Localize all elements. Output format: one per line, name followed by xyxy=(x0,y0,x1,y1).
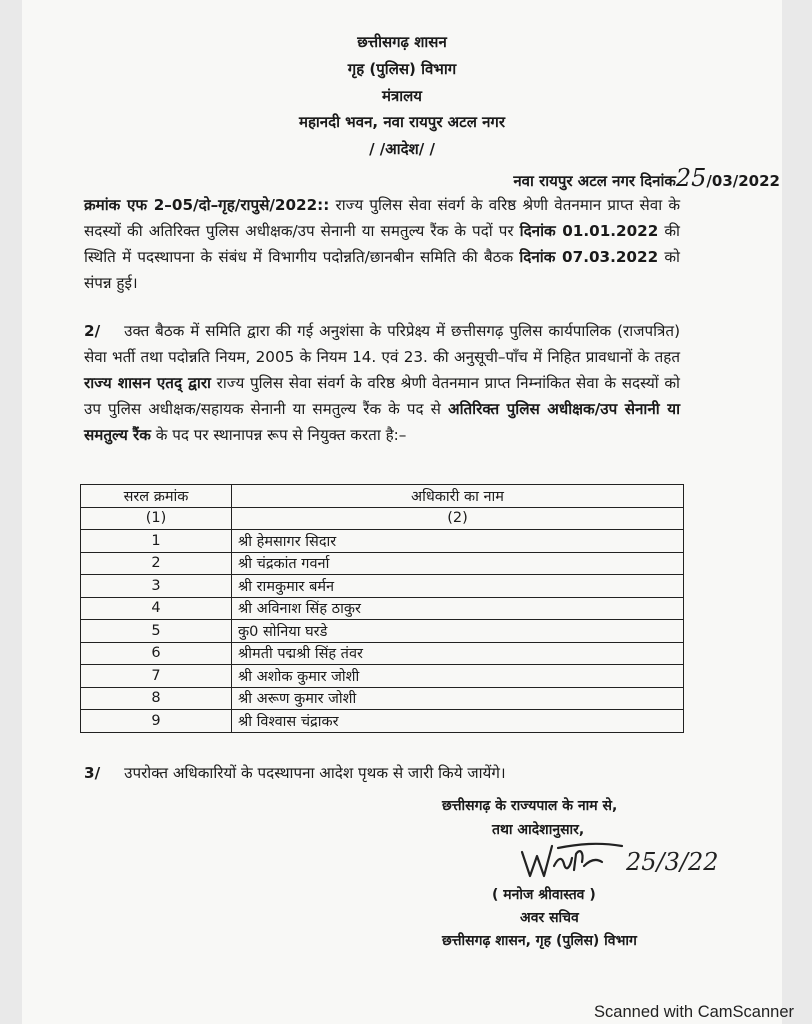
officer-name: श्री अरूण कुमार जोशी xyxy=(232,687,684,710)
serial-number: 9 xyxy=(81,710,232,733)
date-prefix: नवा रायपुर अटल नगर दिनांक xyxy=(513,172,676,190)
table-header-row xyxy=(81,485,684,508)
column-header-officer-name: अधिकारी का नाम xyxy=(232,485,684,508)
intro-text-2: की स्थिति में पदस्थापना के संबंध में विभागीय पदोन्नति/छानबीन समिति की बैठक xyxy=(84,222,680,266)
govt-name: छत्तीसगढ़ शासन xyxy=(357,33,447,51)
order-reference: क्रमांक एफ 2–05/दो–गृह/रापुसे/2022:: xyxy=(84,196,330,214)
table-row xyxy=(81,620,684,643)
signatory-name: ( मनोज श्रीवास्तव ) xyxy=(492,887,596,903)
officer-name: श्री हेमसागर सिदार xyxy=(232,530,684,553)
table-row xyxy=(81,665,684,688)
table-subheader-row xyxy=(81,507,684,530)
paragraph-2-text-1: उक्त बैठक में समिति द्वारा की गई अनुशंसा के परिप्रेक्ष्य में छत्तीसगढ़ पुलिस कार्यपालिक (राजपत्रित) सेवा भर्ती तथा पदोन्नति नियम, 2005 के नियम 14. एवं 23. की अनुसूची–पाँच में निहित प्रावधानों के तहत xyxy=(84,322,680,366)
scanner-watermark: Scanned with CamScanner xyxy=(594,1003,794,1021)
order-date xyxy=(22,164,780,192)
officer-name: कु0 सोनिया घरडे xyxy=(232,620,684,643)
table-row xyxy=(81,642,684,665)
officer-name: श्री अशोक कुमार जोशी xyxy=(232,665,684,688)
paragraph-2-text-3: के पद पर स्थानापन्न रूप से नियुक्त करता है:– xyxy=(150,426,407,444)
table-row xyxy=(81,710,684,733)
table-row xyxy=(81,575,684,598)
officers-table xyxy=(80,484,684,733)
serial-number: 4 xyxy=(81,597,232,620)
paragraph-2 xyxy=(84,318,680,448)
date-day-handwritten: 25 xyxy=(675,164,707,192)
paragraph-2-number: 2/ xyxy=(84,322,101,340)
meeting-date: दिनांक 07.03.2022 xyxy=(519,248,659,266)
signoff-line-1: छत्तीसगढ़ के राज्यपाल के नाम से, xyxy=(442,798,618,814)
signature xyxy=(518,836,748,886)
table-row xyxy=(81,552,684,575)
serial-number: 3 xyxy=(81,575,232,598)
paragraph-3-text: उपरोक्त अधिकारियों के पदस्थापना आदेश पृथक से जारी किये जायेंगे। xyxy=(124,764,506,782)
intro-text-3: को संपन्न हुई। xyxy=(84,248,680,292)
position-date: दिनांक 01.01.2022 xyxy=(519,222,659,240)
signature-scribble-icon xyxy=(518,836,628,886)
serial-number: 8 xyxy=(81,687,232,710)
serial-number: 1 xyxy=(81,530,232,553)
intro-paragraph xyxy=(84,192,680,296)
officer-name: श्री चंद्रकांत गवर्ना xyxy=(232,552,684,575)
department-name: गृह (पुलिस) विभाग xyxy=(347,60,457,78)
officer-name: श्री रामकुमार बर्मन xyxy=(232,575,684,598)
ministry-label: मंत्रालय xyxy=(381,87,422,105)
officer-name: श्रीमती पद्मश्री सिंह तंवर xyxy=(232,642,684,665)
signatory-department: छत्तीसगढ़ शासन, गृह (पुलिस) विभाग xyxy=(442,933,637,949)
table-row xyxy=(81,687,684,710)
signature-date: 25/3/22 xyxy=(626,848,719,876)
office-address: महानदी भवन, नवा रायपुर अटल नगर xyxy=(298,113,506,131)
table-row xyxy=(81,530,684,553)
serial-number: 5 xyxy=(81,620,232,643)
signoff-line-2: तथा आदेशानुसार, xyxy=(492,822,585,838)
paragraph-2-bold-2: अतिरिक्त पुलिस अधीक्षक/उप सेनानी या समतुल्य रैंक xyxy=(84,400,680,444)
serial-number: 2 xyxy=(81,552,232,575)
officer-name: श्री अविनाश सिंह ठाकुर xyxy=(232,597,684,620)
paragraph-2-text-2: राज्य पुलिस सेवा संवर्ग के वरिष्ठ श्रेणी वेतनमान प्राप्त निम्नांकित सेवा के सदस्यों को उप पुलिस अधीक्षक/सहायक सेनानी या समतुल्य रैंक के पद से xyxy=(84,374,680,418)
document-page xyxy=(22,0,782,1024)
paragraph-3 xyxy=(84,760,680,786)
column-number-1: (1) xyxy=(81,507,232,530)
serial-number: 6 xyxy=(81,642,232,665)
table-row xyxy=(81,597,684,620)
date-rest: /03/2022 xyxy=(706,172,780,190)
officer-name: श्री विश्वास चंद्राकर xyxy=(232,710,684,733)
serial-number: 7 xyxy=(81,665,232,688)
paragraph-2-bold-1: राज्य शासन एतद् द्वारा xyxy=(84,374,211,392)
order-title: / /आदेश/ / xyxy=(369,140,435,158)
signatory-designation: अवर सचिव xyxy=(520,910,579,926)
column-header-serial: सरल क्रमांक xyxy=(81,485,232,508)
paragraph-3-number: 3/ xyxy=(84,764,101,782)
intro-text-1: राज्य पुलिस सेवा संवर्ग के वरिष्ठ श्रेणी वेतनमान प्राप्त सेवा के सदस्यों की अतिरिक्त पुलिस अधीक्षक/उप सेनानी या समतुल्य रैंक के पदों पर xyxy=(84,196,680,240)
column-number-2: (2) xyxy=(232,507,684,530)
